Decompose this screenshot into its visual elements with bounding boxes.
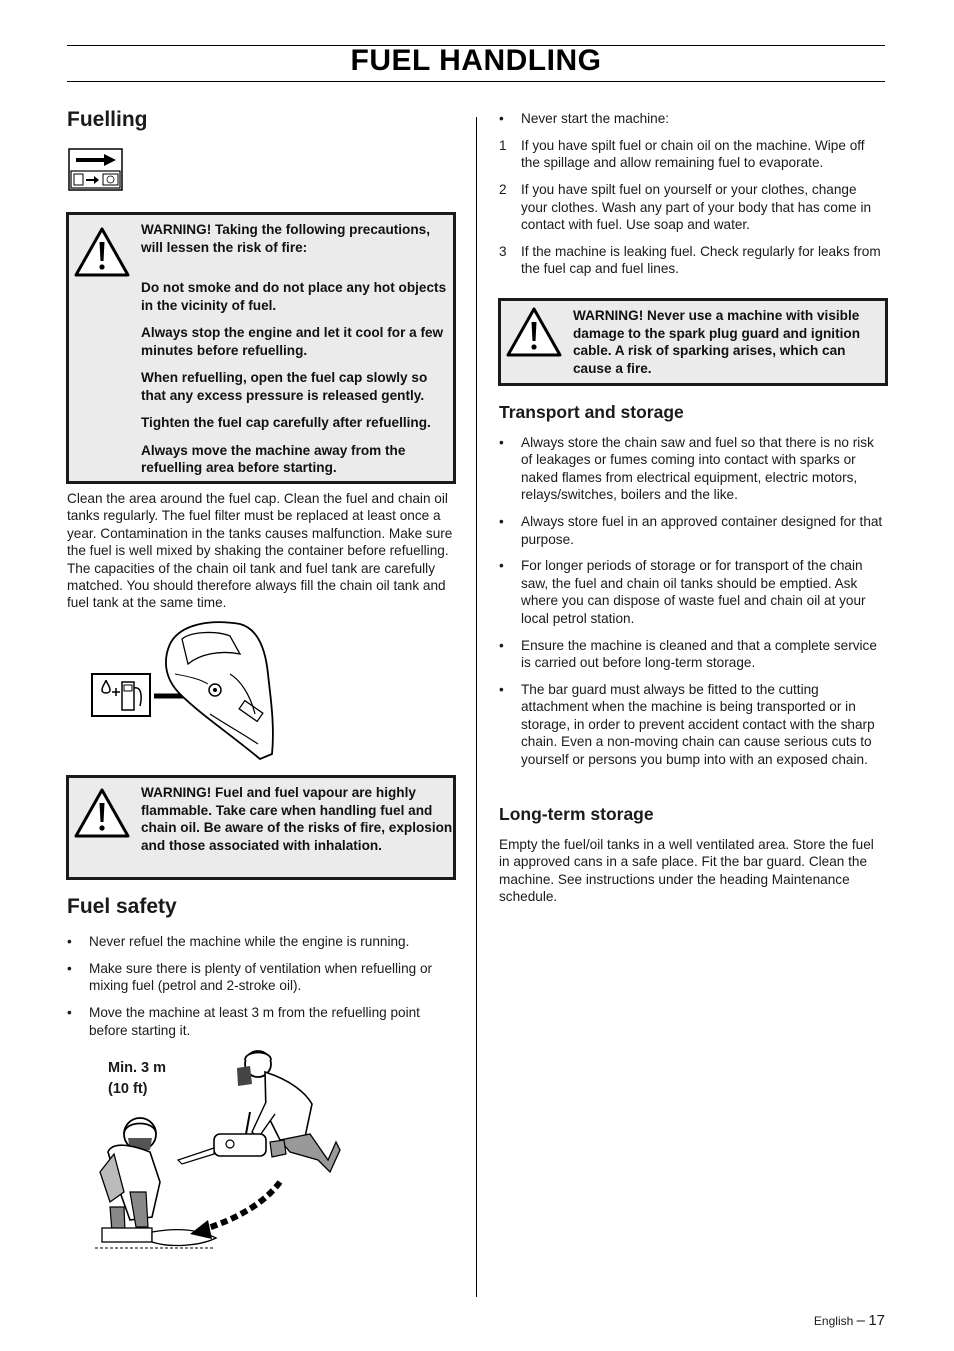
refuel-distance-illustration	[90, 1042, 350, 1262]
warning-triangle-icon	[74, 227, 130, 277]
transport-list	[499, 434, 885, 777]
warning-triangle-icon	[74, 788, 130, 838]
list-item: • Always store fuel in an approved container designed for that purpose.	[499, 514, 883, 547]
list-item: • The bar guard must always be fitted to the cutting attachment when the machine is being transported or in storage, in order to prevent accident contact with the sharp chain. Even a non-moving chain can cause serious cuts to yourself or persons you bump into with an exposed chain.	[499, 681, 875, 767]
list-item: 2 If you have spilt fuel on yourself or your clothes, change your clothes. Wash any part of your body that has come in contact with fuel. Use soap and water.	[499, 182, 872, 233]
page-footer	[814, 1312, 885, 1329]
list-item: • Ensure the machine is cleaned and that a complete service is carried out before long-term storage.	[499, 637, 877, 670]
header-bottom-rule	[67, 81, 885, 82]
footer-language: English	[813, 1314, 854, 1328]
fuel-safety-list	[67, 933, 457, 1049]
list-item: 1 If you have spilt fuel or chain oil on the machine. Wipe off the spillage and allow remaining fuel to evaporate.	[499, 138, 865, 171]
distance-label-metric: Min. 3 m	[108, 1060, 167, 1076]
never-start-conditions	[499, 137, 885, 287]
list-item: • For longer periods of storage or for transport of the chain saw, the fuel and chain oil tanks should be emptied. Ask where you can dispose of waste fuel and chain oil at your local petrol station.	[499, 558, 866, 626]
column-divider	[476, 117, 477, 1297]
warning-text: WARNING! Taking the following precautions, will lessen the risk of fire:	[141, 222, 430, 255]
never-start-list	[499, 110, 885, 137]
list-item: • Never start the machine:	[499, 111, 670, 126]
refuel-illustration	[90, 614, 290, 769]
longterm-heading: Long-term storage	[499, 804, 654, 824]
fuelling-paragraph: Clean the area around the fuel cap. Clean the fuel and chain oil tanks regularly. The fuel filter must be replaced at least once a year. Contamination in the tanks causes malfunction. Make sure the fuel is well mixed by shaking the container before refuelling. The capacities of the chain oil tank and fuel tank are carefully matched. You should therefore always fill the chain oil tank and fuel tank at the same time.	[67, 491, 453, 611]
warning-triangle-icon	[506, 307, 562, 357]
see-reference-icon	[68, 148, 124, 197]
transport-heading: Transport and storage	[499, 402, 684, 422]
list-item: • Never refuel the machine while the engine is running.	[67, 934, 410, 949]
list-item: 3 If the machine is leaking fuel. Check regularly for leaks from the fuel cap and fuel lines.	[499, 244, 881, 277]
warning-text: WARNING! Never use a machine with visible damage to the spark plug guard and ignition cable. A risk of sparking arises, which can cause a fire.	[573, 308, 860, 376]
longterm-paragraph: Empty the fuel/oil tanks in a well ventilated area. Store the fuel in approved cans in a safe place. Fit the bar guard. Clean the machine. See instructions under the heading Maintenance schedule.	[499, 837, 874, 905]
flammable-fuel-warning	[66, 775, 456, 880]
warning-text: When refuelling, open the fuel cap slowly so that any excess pressure is released gently.	[141, 370, 428, 403]
fire-precautions-warning	[66, 212, 456, 484]
list-item: • Always store the chain saw and fuel so that there is no risk of leakages or fumes coming into contact with sparks or naked flames from electrical equipment, electric motors, relays/switches, boilers and the like.	[499, 435, 874, 503]
footer-separator: –	[856, 1312, 865, 1329]
warning-text: WARNING! Fuel and fuel vapour are highly flammable. Take care when handling fuel and chain oil. Be aware of the risks of fire, explosion and those associated with inhalation.	[141, 785, 453, 853]
warning-text: Tighten the fuel cap carefully after refuelling.	[141, 415, 431, 430]
warning-text: Do not smoke and do not place any hot objects in the vicinity of fuel.	[141, 280, 447, 313]
distance-label-imperial: (10 ft)	[108, 1081, 148, 1097]
list-item: • Make sure there is plenty of ventilation when refuelling or mixing fuel (petrol and 2-stroke oil).	[67, 960, 433, 994]
spark-plug-warning	[498, 298, 888, 386]
fuel-safety-heading: Fuel safety	[67, 895, 177, 918]
list-item: • Move the machine at least 3 m from the refuelling point before starting it.	[67, 1005, 420, 1038]
page-number: 17	[868, 1312, 885, 1329]
fuelling-heading: Fuelling	[67, 108, 148, 131]
page-title: FUEL HANDLING	[350, 44, 602, 77]
warning-text: Always stop the engine and let it cool for a few minutes before refuelling.	[141, 325, 444, 358]
warning-text: Always move the machine away from the refuelling area before starting.	[141, 442, 406, 475]
